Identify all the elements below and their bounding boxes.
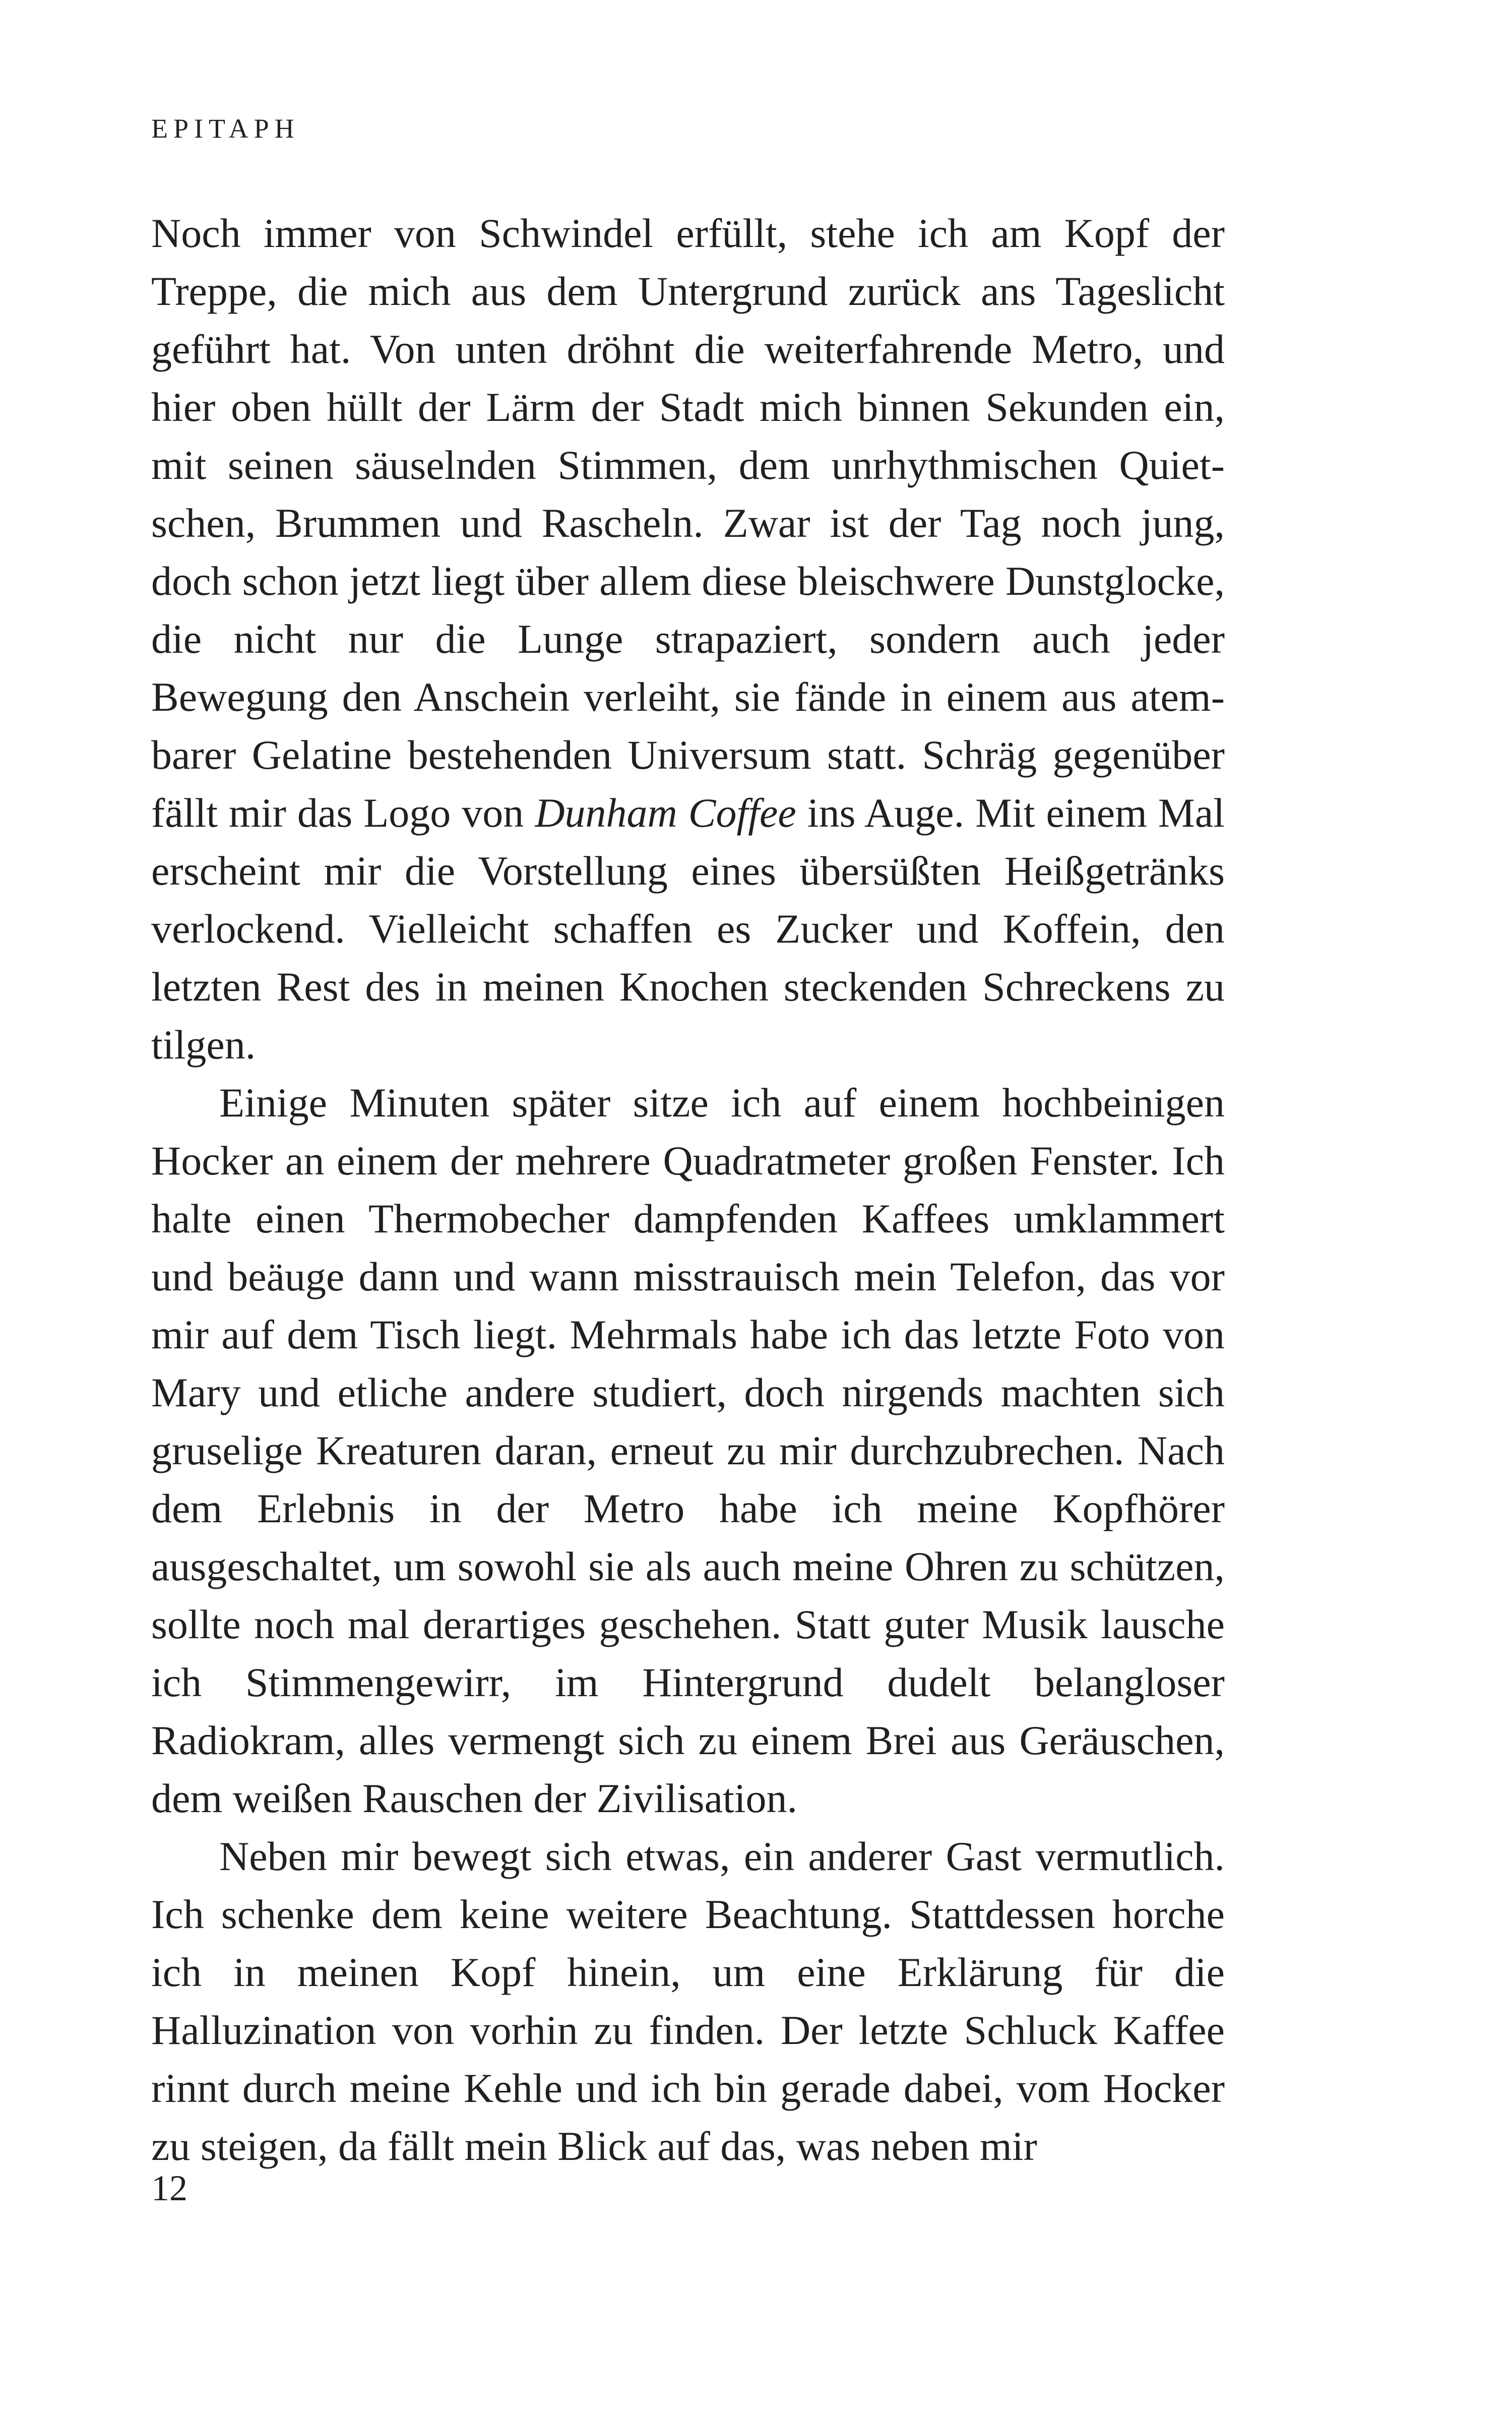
brand-name-italic: Dunham Coffee — [535, 790, 796, 836]
paragraph-1-text-end: ins Auge. Mit einem Mal erscheint mir die Vorstellung eines übersüßten Heißgetränks verlockend. Vielleicht schaffen es Zucker und Koffein, den letzten Rest des in meinen Knochen steckenden Schreckens zu tilgen. — [151, 790, 1225, 1068]
paragraph-3: Neben mir bewegt sich etwas, ein anderer Gast vermutlich. Ich schenke dem keine weitere Beachtung. Stattdessen horche ich in meinen Kopf hinein, um eine Erklärung für die Halluzination von vorhin zu finden. Der letzte Schluck Kaffee rinnt durch meine Kehle und ich bin gerade dabei, vom Hocker zu steigen, da fällt mein Blick auf das, was neben mir — [151, 1833, 1225, 2169]
page-number: 12 — [151, 2168, 187, 2208]
body-text — [151, 204, 1225, 2175]
paragraph-1 — [151, 204, 1225, 1074]
paragraph-1-text-start: Noch immer von Schwindel erfüllt, stehe ich am Kopf der Treppe, die mich aus dem Untergrund zurück ans Tageslicht geführt hat. Von unten dröhnt die weiterfahrende Metro, und hier oben hüllt der Lärm der Stadt mich binnen Sekunden ein, mit seinen säuselnden Stimmen, dem unrhythmischen Quietschen, Brummen und Rascheln. Zwar ist der Tag noch jung, doch schon jetzt liegt über allem diese bleischwere Dunstglocke, die nicht nur die Lunge strapaziert, sondern auch jeder Bewegung den Anschein verleiht, sie fände in einem aus atembarer Gelatine bestehenden Universum statt. Schräg gegenüber fällt mir das Logo von — [151, 210, 1225, 836]
paragraph-2: Einige Minuten später sitze ich auf einem hochbeinigen Hocker an einem der mehrere Quadratmeter großen Fenster. Ich halte einen Thermobecher dampfenden Kaffees umklammert und beäuge dann und wann misstrauisch mein Telefon, das vor mir auf dem Tisch liegt. Mehrmals habe ich das letzte Foto von Mary und etliche andere studiert, doch nirgends machten sich gruselige Kreaturen daran, erneut zu mir durchzubrechen. Nach dem Erlebnis in der Metro habe ich meine Kopfhörer ausgeschaltet, um sowohl sie als auch meine Ohren zu schützen, sollte noch mal derartiges geschehen. Statt guter Musik lausche ich Stimmengewirr, im Hintergrund dudelt belangloser Radiokram, alles vermengt sich zu einem Brei aus Geräuschen, dem weißen Rauschen der Zivilisation. — [151, 1080, 1225, 1821]
running-head: EPITAPH — [151, 113, 300, 144]
